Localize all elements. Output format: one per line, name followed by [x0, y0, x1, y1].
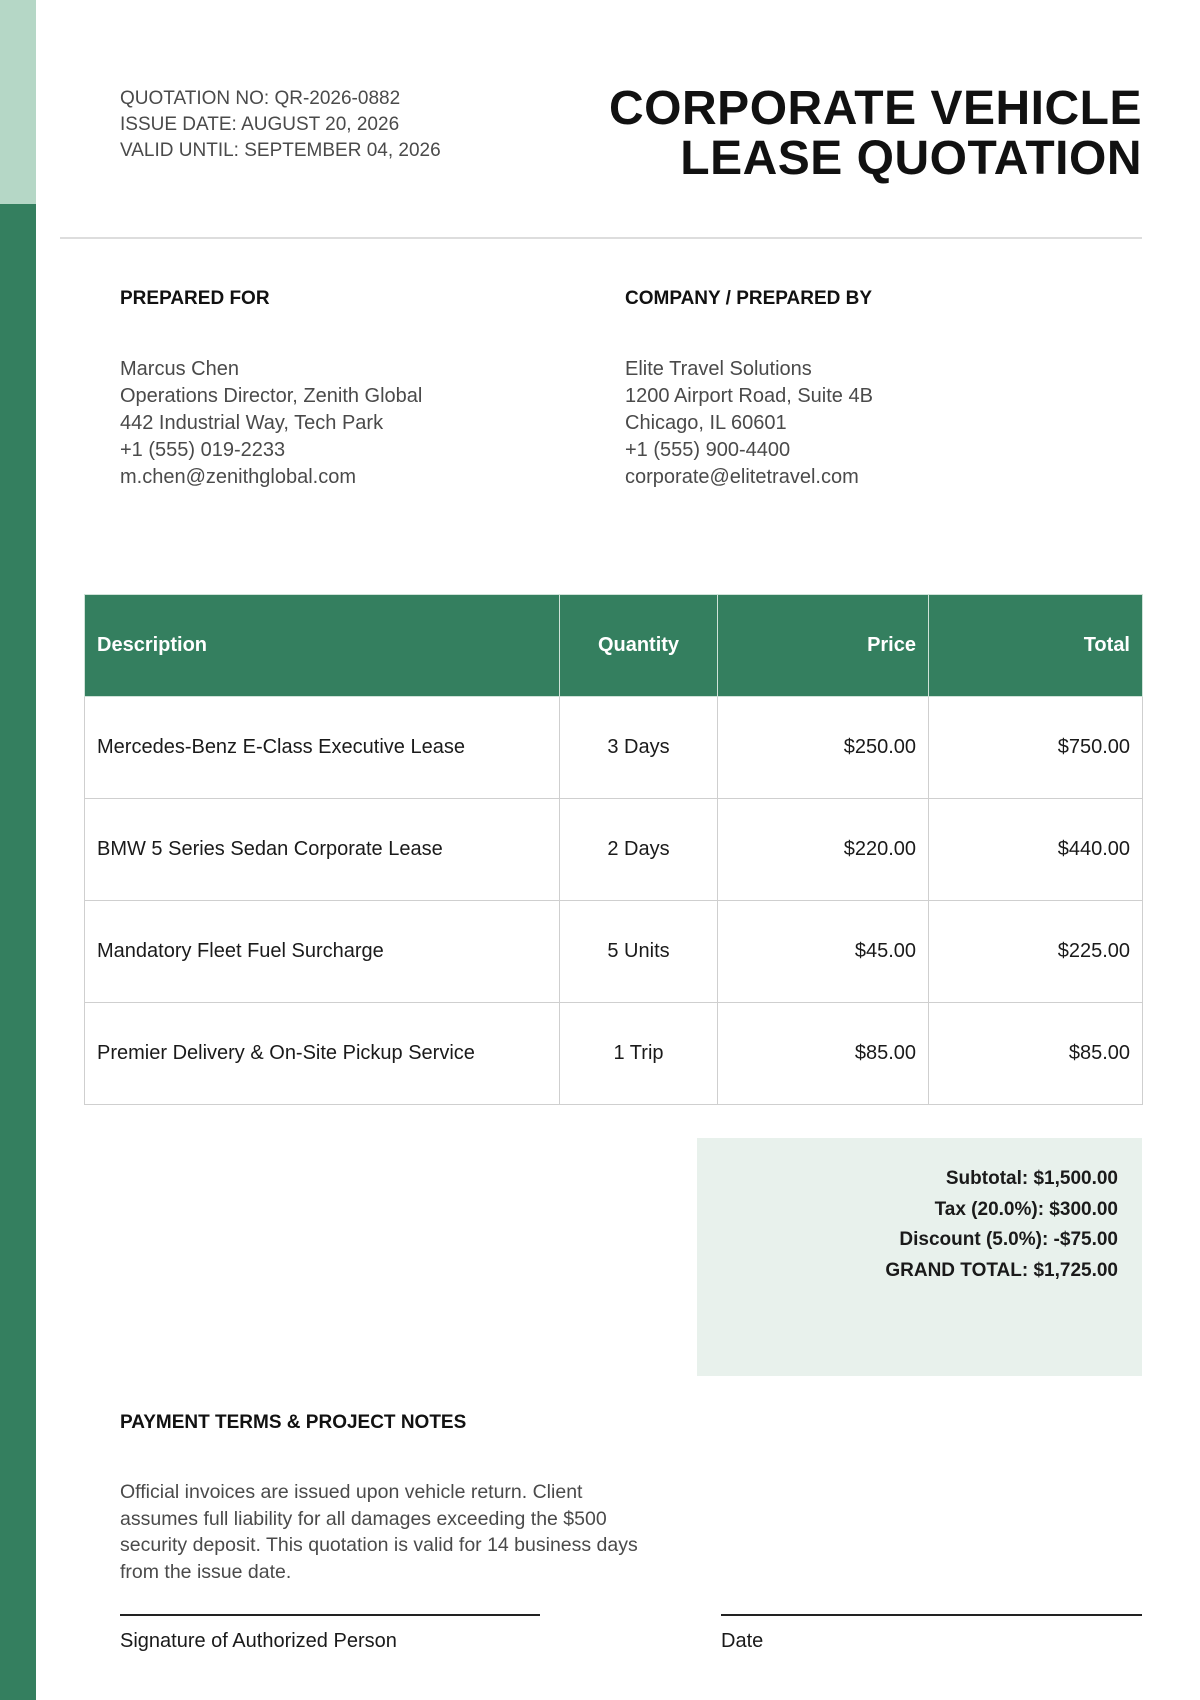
client-address: 442 Industrial Way, Tech Park [120, 412, 384, 434]
item-quantity: 2 Days [560, 799, 718, 901]
column-header-description: Description [85, 595, 560, 697]
table-row [85, 799, 1143, 901]
company-phone: +1 (555) 900-4400 [625, 439, 791, 461]
prepared-by-block [625, 288, 1045, 491]
date-label: Date [721, 1630, 764, 1652]
signature-line [120, 1614, 540, 1616]
item-quantity: 3 Days [560, 697, 718, 799]
company-address-line-2: Chicago, IL 60601 [625, 412, 787, 434]
column-header-total: Total [929, 595, 1143, 697]
accent-bar [0, 204, 36, 1700]
item-description: Mandatory Fleet Fuel Surcharge [85, 901, 560, 1003]
title-line-1: CORPORATE VEHICLE [609, 82, 1142, 135]
item-price: $250.00 [718, 697, 929, 799]
item-description: BMW 5 Series Sedan Corporate Lease [85, 799, 560, 901]
table-row [85, 697, 1143, 799]
item-description: Premier Delivery & On-Site Pickup Service [85, 1003, 560, 1105]
item-price: $220.00 [718, 799, 929, 901]
notes-body: Official invoices are issued upon vehicle return. Client assumes full liability for all damages exceeding the $500 security deposit. This quotation is valid for 14 business days from the issue date. [120, 1481, 638, 1583]
client-name: Marcus Chen [120, 358, 239, 380]
prepared-by-heading: COMPANY / PREPARED BY [625, 288, 873, 309]
document-title [609, 84, 1142, 184]
client-title: Operations Director, Zenith Global [120, 385, 423, 407]
notes-heading: PAYMENT TERMS & PROJECT NOTES [120, 1412, 467, 1433]
company-name: Elite Travel Solutions [625, 358, 812, 380]
accent-bar-top [0, 0, 36, 204]
quotation-meta [120, 86, 441, 164]
quotation-number: QUOTATION NO: QR-2026-0882 [120, 88, 401, 109]
subtotal: Subtotal: $1,500.00 [945, 1168, 1118, 1189]
prepared-for-block [120, 288, 540, 491]
item-price: $85.00 [718, 1003, 929, 1105]
item-quantity: 5 Units [560, 901, 718, 1003]
totals-summary [697, 1138, 1142, 1376]
item-total: $225.00 [929, 901, 1143, 1003]
grand-total: GRAND TOTAL: $1,725.00 [885, 1259, 1118, 1281]
item-total: $440.00 [929, 799, 1143, 901]
column-header-quantity: Quantity [560, 595, 718, 697]
tax: Tax (20.0%): $300.00 [934, 1198, 1118, 1220]
item-description: Mercedes-Benz E-Class Executive Lease [85, 697, 560, 799]
line-items-table [84, 594, 1143, 1105]
item-quantity: 1 Trip [560, 1003, 718, 1105]
valid-until: VALID UNTIL: SEPTEMBER 04, 2026 [120, 140, 441, 161]
item-price: $45.00 [718, 901, 929, 1003]
table-row [85, 901, 1143, 1003]
signature-label: Signature of Authorized Person [120, 1630, 397, 1652]
table-row [85, 1003, 1143, 1105]
prepared-for-heading: PREPARED FOR [120, 288, 270, 309]
item-total: $85.00 [929, 1003, 1143, 1105]
client-phone: +1 (555) 019-2233 [120, 439, 286, 461]
issue-date: ISSUE DATE: AUGUST 20, 2026 [120, 114, 400, 135]
company-address-line-1: 1200 Airport Road, Suite 4B [625, 385, 873, 407]
title-line-2: LEASE QUOTATION [680, 132, 1142, 185]
header-divider [60, 237, 1142, 239]
date-line [721, 1614, 1142, 1616]
company-email: corporate@elitetravel.com [625, 466, 859, 488]
discount: Discount (5.0%): -$75.00 [899, 1229, 1118, 1250]
table-header-row [85, 595, 1143, 697]
client-email: m.chen@zenithglobal.com [120, 466, 356, 488]
column-header-price: Price [718, 595, 929, 697]
item-total: $750.00 [929, 697, 1143, 799]
